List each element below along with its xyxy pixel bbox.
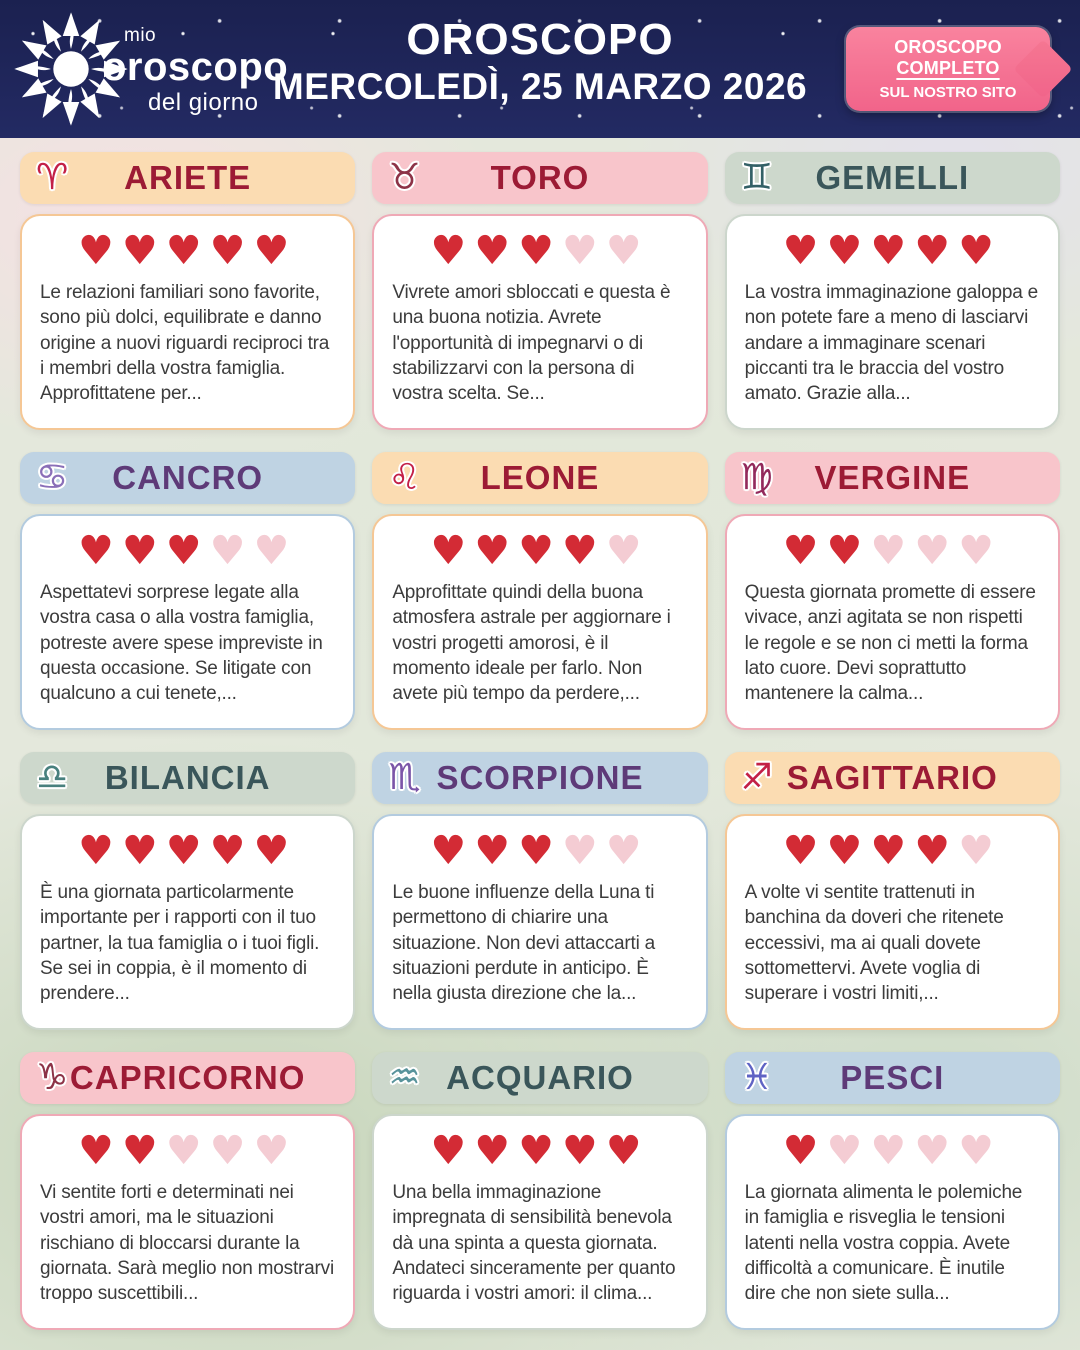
sign-name-pesci: PESCI [840, 1059, 945, 1096]
sign-body-card [725, 214, 1060, 430]
sign-name-bilancia: BILANCIA [104, 759, 271, 796]
sign-header-band [20, 152, 355, 204]
hearts-filled: ♥♥♥ [430, 228, 562, 274]
sign-card-bilancia [20, 752, 355, 1030]
sign-horoscope-text: Vi sentite forti e determinati nei vostri amori, ma le situazioni rischiano di bloccarsi durante la giornata. Sarà meglio non mostrarvi troppo suscettibili... [40, 1182, 334, 1305]
sign-name-gemelli: GEMELLI [815, 159, 970, 196]
sign-header-band [372, 152, 707, 204]
hearts-filled: ♥♥♥♥ [782, 828, 959, 874]
sign-header-band [20, 752, 355, 804]
love-rating-hearts [745, 1130, 1040, 1172]
love-rating-hearts [40, 1130, 335, 1172]
sign-header-band [20, 1052, 355, 1104]
sign-header-band [725, 152, 1060, 204]
hearts-filled: ♥♥♥♥♥ [78, 828, 298, 874]
hearts-filled: ♥♥♥♥ [430, 528, 606, 574]
sign-card-pesci [725, 1052, 1060, 1330]
capricorn-goat-icon: ♑ [36, 1057, 69, 1098]
sign-card-sagittario [725, 752, 1060, 1030]
sign-name-acquario: ACQUARIO [446, 1059, 634, 1096]
hearts-empty: ♥ [605, 528, 650, 574]
hearts-filled: ♥♥♥ [430, 828, 562, 874]
sign-header-band [20, 452, 355, 504]
sign-name-sagittario: SAGITTARIO [786, 759, 998, 796]
love-rating-hearts [745, 230, 1040, 272]
sign-header-band [372, 752, 707, 804]
sign-body-card [20, 814, 355, 1030]
sign-name-vergine: VERGINE [814, 459, 971, 496]
aries-ram-icon: ♈ [36, 157, 69, 198]
sign-card-cancro [20, 452, 355, 730]
sign-name-cancro: CANCRO [112, 459, 264, 496]
sign-horoscope-text: Una bella immaginazione impregnata di sensibilità benevola dà una spinta a questa giornata. Andateci sinceramente per quanto riguarda i vostri amori: il clima... [392, 1182, 676, 1305]
taurus-bull-icon: ♉ [388, 157, 421, 198]
love-rating-hearts [40, 530, 335, 572]
cancer-crab-icon: ♋ [36, 457, 69, 498]
sign-header-band [725, 752, 1060, 804]
logo-wordmark [102, 26, 288, 115]
sign-header-band [725, 452, 1060, 504]
sagittarius-bow-icon: ♐ [740, 757, 773, 798]
hearts-empty: ♥♥ [209, 528, 298, 574]
scorpio-scorpion-icon: ♏ [388, 757, 421, 798]
hearts-filled: ♥♥♥♥♥ [430, 1128, 650, 1174]
sign-name-scorpione: SCORPIONE [436, 759, 644, 796]
sign-card-leone [372, 452, 707, 730]
hearts-empty: ♥♥♥ [165, 1128, 298, 1174]
sign-horoscope-text: La giornata alimenta le polemiche in famiglia e risveglia le tensioni latenti nella vostra coppia. Avete difficoltà a comunicare. È inutile dire che non siete sulla... [744, 1182, 1023, 1305]
sign-card-toro [372, 152, 707, 430]
sign-horoscope-text: Vivrete amori sbloccati e questa è una buona notizia. Avrete l'opportunità di impegnarvi o di stabilizzarvi con la persona di vostra scelta. Se... [392, 282, 671, 405]
logo-del-giorno: del giorno [148, 89, 259, 116]
sign-card-vergine [725, 452, 1060, 730]
love-rating-hearts [392, 230, 687, 272]
love-rating-hearts [40, 830, 335, 872]
top-banner [0, 0, 1080, 138]
sign-card-capricorno [20, 1052, 355, 1330]
hearts-empty: ♥♥ [561, 228, 650, 274]
sign-horoscope-text: Questa giornata promette di essere vivace, anzi agitata se non rispetti le regole e se non ci metti la forma lato cuore. Devi soprattutto mantenere la calma... [744, 582, 1036, 705]
sign-header-band [372, 1052, 707, 1104]
hearts-filled: ♥♥ [782, 528, 871, 574]
sign-body-card [20, 1114, 355, 1330]
hearts-filled: ♥♥♥♥♥ [782, 228, 1002, 274]
signs-grid [0, 138, 1080, 1330]
sign-horoscope-text: A volte vi sentite trattenuti in banchina da doveri che ritenete eccessivi, ma ai quali dovete sottomettervi. Avete voglia di superare i vostri limiti,... [744, 882, 1004, 1005]
sign-body-card [372, 1114, 707, 1330]
sign-name-toro: TORO [490, 159, 590, 196]
logo-mio: mio [124, 25, 157, 46]
sign-body-card [725, 1114, 1060, 1330]
love-rating-hearts [392, 1130, 687, 1172]
site-logo [10, 4, 300, 134]
virgo-maiden-icon: ♍ [740, 457, 773, 498]
sign-horoscope-text: La vostra immaginazione galoppa e non potete fare a meno di lasciarvi andare a immaginare scenari piccanti tra le braccia del vostro amato. Grazie alla... [744, 282, 1039, 405]
sign-horoscope-text: Approfittate quindi della buona atmosfera astrale per aggiornare i vostri progetti amorosi, è il momento ideale per farlo. Non avete più tempo da perdere,... [392, 582, 671, 705]
sign-body-card [20, 514, 355, 730]
sign-header-band [725, 1052, 1060, 1104]
cta-line2: SUL NOSTRO SITO [879, 84, 1017, 101]
oroscopo-completo-button[interactable] [846, 27, 1050, 111]
sign-body-card [725, 514, 1060, 730]
hearts-filled: ♥♥ [78, 1128, 166, 1174]
page-title [273, 16, 807, 111]
sign-body-card [20, 214, 355, 430]
love-rating-hearts [745, 830, 1040, 872]
page-title-date: MERCOLEDÌ, 25 MARZO 2026 [272, 66, 808, 108]
sign-body-card [372, 214, 707, 430]
sign-horoscope-text: Le relazioni familiari sono favorite, sono più dolci, equilibrate e danno origine a nuovi riguardi reciproci tra i membri della vostra famiglia. Approfittatene per... [40, 282, 330, 405]
gemini-masks-icon: ♊ [740, 157, 773, 198]
hearts-empty: ♥♥ [561, 828, 650, 874]
sign-horoscope-text: Le buone influenze della Luna ti permettono di chiarire una situazione. Non devi attaccarti a situazioni perdute in anticipo. È nella giusta direzione che la... [392, 882, 656, 1005]
cta-line1: OROSCOPO COMPLETO [894, 37, 1002, 78]
leo-lion-icon: ♌ [388, 457, 421, 498]
sign-card-ariete [20, 152, 355, 430]
hearts-empty: ♥ [958, 828, 1002, 874]
cta-underlined-word: COMPLETO [896, 58, 1000, 78]
libra-scales-icon: ♎ [36, 757, 69, 798]
sign-header-band [372, 452, 707, 504]
love-rating-hearts [392, 530, 687, 572]
hearts-filled: ♥♥♥♥♥ [78, 228, 298, 274]
page-title-main: OROSCOPO [406, 15, 674, 64]
hearts-empty: ♥♥♥ [870, 528, 1002, 574]
sign-card-scorpione [372, 752, 707, 1030]
sign-body-card [372, 814, 707, 1030]
hearts-empty: ♥♥♥♥ [826, 1128, 1002, 1174]
sign-name-leone: LEONE [480, 459, 600, 496]
logo-oroscopo: oroscopo [102, 45, 289, 89]
sign-body-card [372, 514, 707, 730]
sign-body-card [725, 814, 1060, 1030]
love-rating-hearts [392, 830, 687, 872]
hearts-filled: ♥♥♥ [78, 528, 210, 574]
pisces-fish-icon: ♓ [740, 1057, 773, 1098]
sign-card-acquario [372, 1052, 707, 1330]
hearts-filled: ♥ [782, 1128, 827, 1174]
sign-card-gemelli [725, 152, 1060, 430]
sign-name-capricorno: CAPRICORNO [69, 1059, 306, 1096]
love-rating-hearts [40, 230, 335, 272]
sign-name-ariete: ARIETE [124, 159, 252, 196]
love-rating-hearts [745, 530, 1040, 572]
sign-horoscope-text: È una giornata particolarmente importante per i rapporti con il tuo partner, la tua famiglia o i tuoi figli. Se sei in coppia, è il momento di prendere... [40, 882, 320, 1005]
aquarius-jug-icon: ♒ [388, 1057, 421, 1098]
sign-horoscope-text: Aspettatevi sorprese legate alla vostra casa o alla vostra famiglia, potreste avere spese impreviste in questa occasione. Se litigate con qualcuno a cui tenete,... [40, 582, 323, 705]
